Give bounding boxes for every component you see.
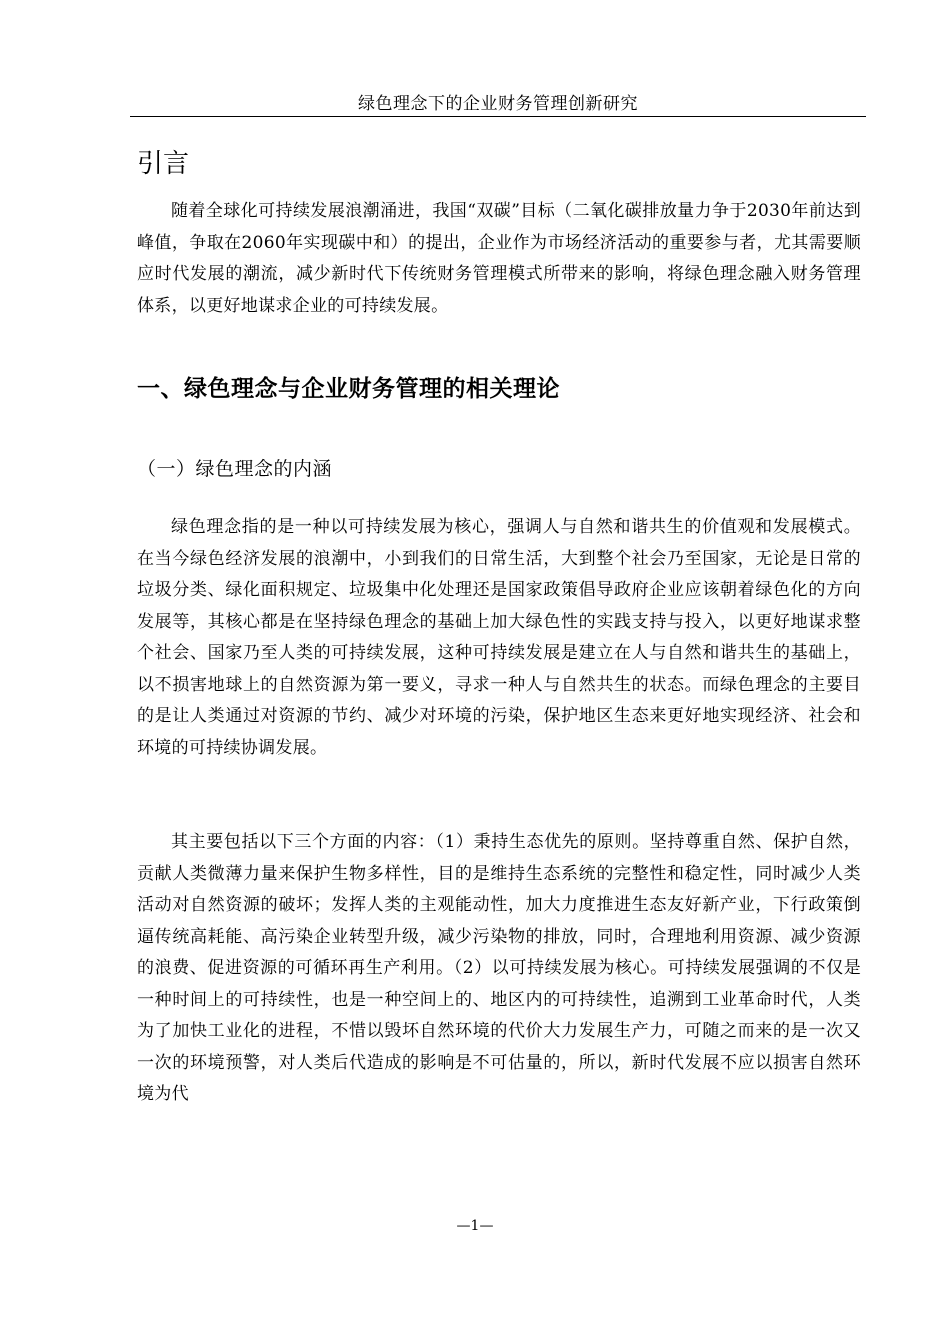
running-header-title: 绿色理念下的企业财务管理创新研究 (358, 94, 638, 114)
page-number: —1— (456, 1218, 494, 1234)
section-1-1-paragraph-1: 绿色理念指的是一种以可持续发展为核心，强调人与自然和谐共生的价值观和发展模式。在当今绿色经济发展的浪潮中，小到我们的日常生活，大到整个社会乃至国家，无论是日常的垃圾分类、绿化面积规定、垃圾集中化处理还是国家政策倡导政府企业应该朝着绿色化的方向发展等，其核心都是在坚持绿色理念的基础上加大绿色性的实践支持与投入，以更好地谋求整个社会、国家乃至人类的可持续发展，这种可持续发展是建立在人与自然和谐共生的基础上，以不损害地球上的自然资源为第一要义，寻求一种人与自然共生的状态。而绿色理念的主要目的是让人类通过对资源的节约、减少对环境的污染，保护地区生态来更好地实现经济、社会和环境的可持续协调发展。 (137, 517, 861, 758)
section-1-1-paragraph-2: 其主要包括以下三个方面的内容：（1）秉持生态优先的原则。坚持尊重自然、保护自然，贡献人类微薄力量来保护生物多样性，目的是维持生态系统的完整性和稳定性，同时减少人类活动对自然资源的破坏；发挥人类的主观能动性，加大力度推进生态友好新产业，下行政策倒逼传统高耗能、高污染企业转型升级，减少污染物的排放，同时，合理地利用资源、减少资源的浪费、促进资源的可循环再生产利用。（2）以可持续发展为核心。可持续发展强调的不仅是一种时间上的可持续性，也是一种空间上的、地区内的可持续性，追溯到工业革命时代，人类为了加快工业化的进程，不惜以毁坏自然环境的代价大力发展生产力，可随之而来的是一次又一次的环境预警，对人类后代造成的影响是不可估量的，所以，新时代发展不应以损害自然环境为代 (137, 832, 861, 1104)
header-divider (130, 116, 866, 117)
chapter-1-heading: 一、绿色理念与企业财务管理的相关理论 (137, 376, 560, 402)
intro-heading: 引言 (137, 149, 190, 179)
intro-paragraph: 随着全球化可持续发展浪潮涌进，我国“双碳”目标（二氧化碳排放量力争于2030年前达到峰值，争取在2060年实现碳中和）的提出，企业作为市场经济活动的重要参与者，尤其需要顺应时代发展的潮流，减少新时代下传统财务管理模式所带来的影响，将绿色理念融入财务管理体系，以更好地谋求企业的可持续发展。 (137, 201, 861, 316)
section-1-1-heading: （一）绿色理念的内涵 (137, 458, 333, 480)
